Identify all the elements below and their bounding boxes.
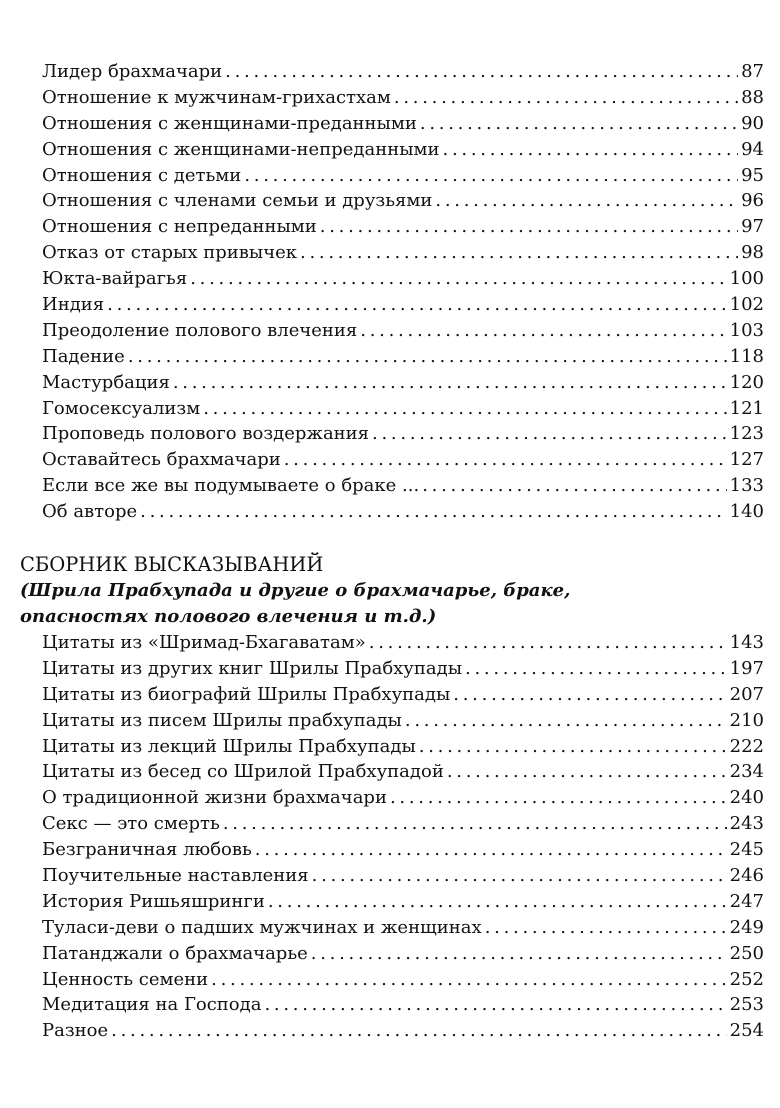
toc-entry bbox=[42, 163, 764, 189]
toc-entry bbox=[42, 214, 764, 240]
toc-entry-title: Отношение к мужчинам-грихастхам bbox=[42, 86, 391, 108]
toc-entry-title: Проповедь полового воздержания bbox=[42, 423, 370, 445]
toc-entry-page: 102 bbox=[729, 294, 764, 316]
toc-entry-page: 249 bbox=[729, 916, 764, 938]
dot-leader bbox=[372, 421, 727, 447]
toc-entry bbox=[42, 656, 764, 682]
dot-leader bbox=[447, 759, 727, 785]
toc-entry-title: Медитация на Господа bbox=[42, 994, 262, 1016]
toc-entry bbox=[42, 447, 764, 473]
toc-entry bbox=[42, 837, 764, 863]
dot-leader bbox=[111, 1018, 726, 1044]
toc-entry bbox=[42, 682, 764, 708]
toc-entry-page: 120 bbox=[729, 371, 764, 393]
toc-entry-page: 234 bbox=[729, 761, 764, 783]
toc-entry-page: 90 bbox=[741, 112, 764, 134]
toc-entry bbox=[42, 708, 764, 734]
dot-leader bbox=[360, 318, 726, 344]
toc-entry bbox=[42, 85, 764, 111]
toc-entry-page: 94 bbox=[741, 138, 764, 160]
toc-entry-page: 252 bbox=[729, 968, 764, 990]
dot-leader bbox=[485, 915, 727, 941]
toc-entry-page: 123 bbox=[729, 423, 764, 445]
dot-leader bbox=[390, 785, 727, 811]
toc-entry-title: Поучительные наставления bbox=[42, 865, 309, 887]
toc-entry-title: История Ришьяшринги bbox=[42, 890, 265, 912]
dot-leader bbox=[107, 292, 727, 318]
toc-entry-title: Отношения с женщинами-непреданными bbox=[42, 138, 440, 160]
toc-entry-title: Отношения с непреданными bbox=[42, 216, 317, 238]
dot-leader bbox=[284, 447, 727, 473]
toc-entry-page: 100 bbox=[729, 268, 764, 290]
toc-entry-title: Отказ от старых привычек bbox=[42, 242, 298, 264]
toc-entry bbox=[42, 473, 764, 499]
toc-entry-title: О традиционной жизни брахмачари bbox=[42, 787, 387, 809]
toc-entry bbox=[42, 111, 764, 137]
toc-entry-page: 96 bbox=[741, 190, 764, 212]
toc-entry-page: 143 bbox=[729, 632, 764, 653]
toc-entry-title: Цитаты из лекций Шрилы Прабхупады bbox=[42, 735, 416, 757]
toc-entry bbox=[42, 266, 764, 292]
toc-entry-page: 133 bbox=[729, 475, 764, 497]
dot-leader bbox=[223, 811, 727, 837]
toc-entry-title: Цитаты из «Шримад-Бхагаватам» bbox=[42, 632, 366, 653]
section-subtitle-line-2: опасностях полового влечения и т.д.) bbox=[20, 606, 437, 627]
toc-section-2 bbox=[42, 630, 764, 1044]
toc-entry-page: 253 bbox=[729, 994, 764, 1016]
toc-entry bbox=[42, 344, 764, 370]
toc-entry-page: 250 bbox=[729, 942, 764, 964]
toc-entry-title: Об авторе bbox=[42, 501, 138, 523]
toc-entry-page: 88 bbox=[741, 86, 764, 108]
dot-leader bbox=[311, 941, 727, 967]
toc-entry-page: 207 bbox=[729, 683, 764, 705]
toc-entry bbox=[42, 734, 764, 760]
toc-entry-title: Преодоление полового влечения bbox=[42, 319, 358, 341]
toc-entry bbox=[42, 188, 764, 214]
toc-entry-title: Юкта-вайрагья bbox=[42, 268, 188, 290]
toc-entry bbox=[42, 811, 764, 837]
toc-entry-title: Цитаты из биографий Шрилы Прабхупады bbox=[42, 683, 451, 705]
toc-entry bbox=[42, 1018, 764, 1044]
toc-entry-page: 243 bbox=[729, 813, 764, 835]
toc-entry-title: Гомосексуализм bbox=[42, 397, 201, 419]
toc-entry-page: 97 bbox=[741, 216, 764, 238]
dot-leader bbox=[312, 863, 727, 889]
dot-leader bbox=[173, 370, 727, 396]
toc-entry-title: Лидер брахмачари bbox=[42, 61, 223, 82]
toc-entry-title: Падение bbox=[42, 345, 125, 367]
toc-entry bbox=[42, 59, 764, 85]
toc-entry bbox=[42, 499, 764, 525]
toc-entry-page: 95 bbox=[741, 164, 764, 186]
toc-entry-page: 222 bbox=[729, 735, 764, 757]
toc-entry bbox=[42, 992, 764, 1018]
toc-entry-title: Отношения с детьми bbox=[42, 164, 242, 186]
toc-entry-page: 246 bbox=[729, 865, 764, 887]
toc-entry-title: Цитаты из писем Шрилы прабхупады bbox=[42, 709, 402, 731]
toc-entry-page: 103 bbox=[729, 319, 764, 341]
toc-entry-title: Цитаты из бесед со Шрилой Прабхупадой bbox=[42, 761, 444, 783]
toc-entry bbox=[42, 941, 764, 967]
toc-entry bbox=[42, 863, 764, 889]
toc-entry bbox=[42, 915, 764, 941]
dot-leader bbox=[443, 137, 739, 163]
toc-entry bbox=[42, 889, 764, 915]
dot-leader bbox=[422, 473, 726, 499]
toc-entry-title: Секс — это смерть bbox=[42, 813, 220, 835]
toc-entry bbox=[42, 630, 764, 656]
toc-entry bbox=[42, 318, 764, 344]
toc-entry-title: Мастурбация bbox=[42, 371, 170, 393]
toc-entry-title: Индия bbox=[42, 294, 105, 316]
toc-section-1 bbox=[42, 59, 764, 525]
dot-leader bbox=[255, 837, 727, 863]
dot-leader bbox=[320, 214, 738, 240]
toc-entry-title: Туласи-деви о падших мужчинах и женщинах bbox=[42, 916, 482, 938]
toc-entry bbox=[42, 396, 764, 422]
dot-leader bbox=[435, 188, 738, 214]
toc-entry bbox=[42, 137, 764, 163]
dot-leader bbox=[420, 111, 738, 137]
toc-entry-title: Безграничная любовь bbox=[42, 839, 252, 861]
dot-leader bbox=[140, 499, 726, 525]
toc-entry-page: 245 bbox=[729, 839, 764, 861]
toc-entry-page: 118 bbox=[729, 345, 764, 367]
toc-entry-title: Отношения с женщинами-преданными bbox=[42, 112, 417, 134]
dot-leader bbox=[465, 656, 727, 682]
toc-entry-page: 247 bbox=[729, 890, 764, 912]
toc-entry-page: 240 bbox=[729, 787, 764, 809]
section-2-header bbox=[20, 552, 760, 630]
toc-entry-page: 87 bbox=[741, 61, 764, 82]
toc-entry-title: Если все же вы подумываете о браке ... bbox=[42, 475, 420, 497]
dot-leader bbox=[244, 163, 738, 189]
toc-entry bbox=[42, 421, 764, 447]
toc-entry-title: Оставайтесь брахмачари bbox=[42, 449, 281, 471]
toc-entry bbox=[42, 967, 764, 993]
toc-entry-title: Отношения с членами семьи и друзьями bbox=[42, 190, 433, 212]
toc-entry-title: Разное bbox=[42, 1020, 109, 1042]
dot-leader bbox=[225, 59, 738, 85]
toc-entry-page: 210 bbox=[729, 709, 764, 731]
toc-entry-page: 121 bbox=[729, 397, 764, 419]
dot-leader bbox=[453, 682, 726, 708]
dot-leader bbox=[128, 344, 727, 370]
toc-entry-title: Патанджали о брахмачарье bbox=[42, 942, 308, 964]
dot-leader bbox=[369, 630, 727, 656]
toc-entry-page: 98 bbox=[741, 242, 764, 264]
toc-entry bbox=[42, 292, 764, 318]
dot-leader bbox=[190, 266, 726, 292]
dot-leader bbox=[211, 967, 727, 993]
toc-entry bbox=[42, 759, 764, 785]
section-heading: СБОРНИК ВЫСКАЗЫВАНИЙ bbox=[20, 553, 324, 576]
toc-entry bbox=[42, 785, 764, 811]
dot-leader bbox=[268, 889, 727, 915]
toc-entry bbox=[42, 240, 764, 266]
toc-entry bbox=[42, 370, 764, 396]
toc-entry-page: 197 bbox=[729, 657, 764, 679]
toc-entry-title: Ценность семени bbox=[42, 968, 209, 990]
toc-entry-title: Цитаты из других книг Шрилы Прабхупады bbox=[42, 657, 463, 679]
dot-leader bbox=[394, 85, 738, 111]
dot-leader bbox=[405, 708, 727, 734]
toc-entry-page: 127 bbox=[729, 449, 764, 471]
dot-leader bbox=[264, 992, 726, 1018]
toc-entry-page: 254 bbox=[729, 1020, 764, 1042]
section-subtitle-line-1: (Шрила Прабхупада и другие о брахмачарье, браке, bbox=[20, 580, 571, 601]
dot-leader bbox=[300, 240, 738, 266]
dot-leader bbox=[419, 734, 727, 760]
toc-entry-page: 140 bbox=[729, 501, 764, 523]
dot-leader bbox=[203, 396, 726, 422]
